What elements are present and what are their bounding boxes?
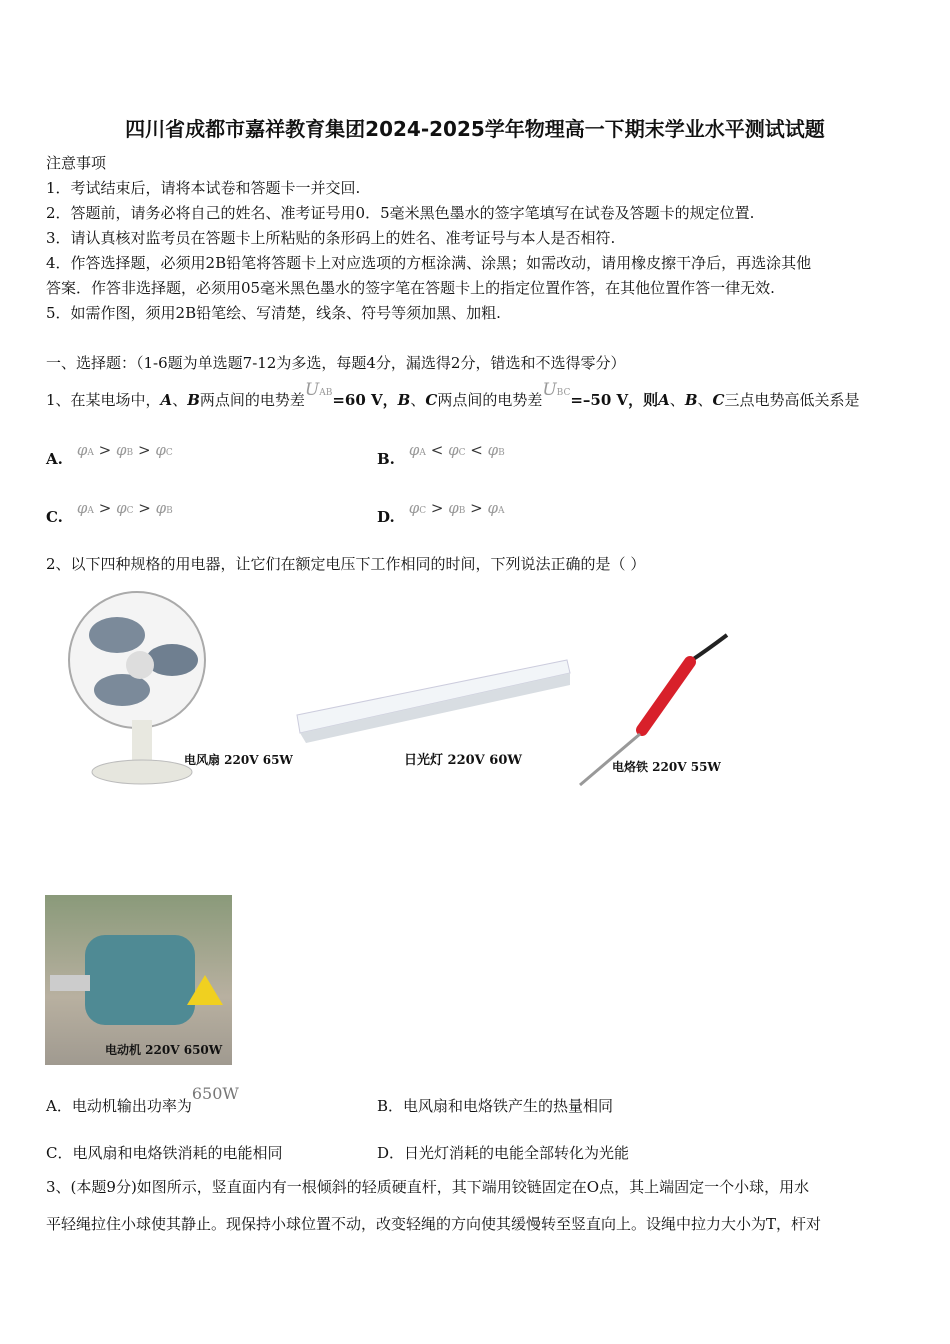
notice-item: 1．考试结束后，请将本试卷和答题卡一并交回. — [46, 179, 361, 197]
option-formula: φA < φC < φB — [408, 441, 505, 459]
notice-item: 5．如需作图，须用2B铅笔绘、写清楚，线条、符号等须加黑、加粗. — [46, 304, 501, 322]
q2-option-b[interactable]: B．电风扇和电烙铁产生的热量相同 — [377, 1097, 614, 1115]
notice-item: 3．请认真核对监考员在答题卡上所粘贴的条形码上的姓名、准考证号与本人是否相符. — [46, 229, 616, 247]
option-formula: φA > φC > φB — [76, 499, 173, 517]
iron-caption: 电烙铁 220V 55W — [612, 760, 721, 774]
question-2-stem: 2、以下四种规格的用电器，让它们在额定电压下工作相同的时间，下列说法正确的是（ ） — [46, 555, 646, 573]
question-3-line: 3、(本题9分)如图所示，竖直面内有一根倾斜的轻质硬直杆，其下端用铰链固定在O点，其上端固定一个小球，用水 — [46, 1178, 810, 1196]
question-1-stem: 1、在某电场中，A、B两点间的电势差UAB=60 V，B、C两点间的电势差UBC=–50 V，则A、B、C三点电势高低关系是 — [46, 380, 860, 409]
lamp-caption: 日光灯 220V 60W — [404, 753, 522, 768]
page-title: 四川省成都市嘉祥教育集团2024-2025学年物理高一下期末学业水平测试试题 — [125, 117, 825, 141]
q2-option-c[interactable]: C．电风扇和电烙铁消耗的电能相同 — [46, 1144, 283, 1162]
motor-caption: 电动机 220V 650W — [105, 1043, 223, 1057]
notice-item: 答案．作答非选择题，必须用05毫米黑色墨水的签字笔在答题卡上的指定位置作答，在其他位置作答一律无效. — [46, 279, 775, 297]
notice-heading: 注意事项 — [46, 154, 107, 172]
fluorescent-lamp-image — [292, 655, 572, 745]
electric-motor-image — [45, 895, 232, 1065]
option-label: A. — [46, 450, 63, 468]
option-label: D. — [377, 508, 395, 526]
option-label: C. — [46, 508, 63, 526]
q1-option-a[interactable] — [46, 441, 173, 468]
question-3-line: 平轻绳拉住小球使其静止。现保持小球位置不动，改变轻绳的方向使其缓慢转至竖直向上。设绳中拉力大小为T，杆对 — [46, 1215, 822, 1233]
notice-item: 4．作答选择题，必须用2B铅笔将答题卡上对应选项的方框涂满、涂黑；如需改动，请用橡皮擦干净后，再选涂其他 — [46, 254, 812, 272]
q1-option-d[interactable] — [377, 499, 505, 526]
q1-option-c[interactable] — [46, 499, 173, 526]
option-formula: φC > φB > φA — [408, 499, 505, 517]
q2-option-d[interactable]: D．日光灯消耗的电能全部转化为光能 — [377, 1144, 630, 1162]
section-heading: 一、选择题：（1-6题为单选题7-12为多选，每题4分，漏选得2分，错选和不选得零分） — [46, 354, 626, 372]
fan-caption: 电风扇 220V 65W — [184, 753, 293, 767]
option-label: B. — [377, 450, 395, 468]
q2-option-a[interactable]: A．电动机输出功率为650W — [46, 1084, 239, 1115]
option-formula: φA > φB > φC — [76, 441, 173, 459]
notice-item: 2．答题前，请务必将自己的姓名、准考证号用0．5毫米黑色墨水的签字笔填写在试卷及答题卡的规定位置. — [46, 204, 755, 222]
q1-option-b[interactable] — [377, 441, 505, 468]
